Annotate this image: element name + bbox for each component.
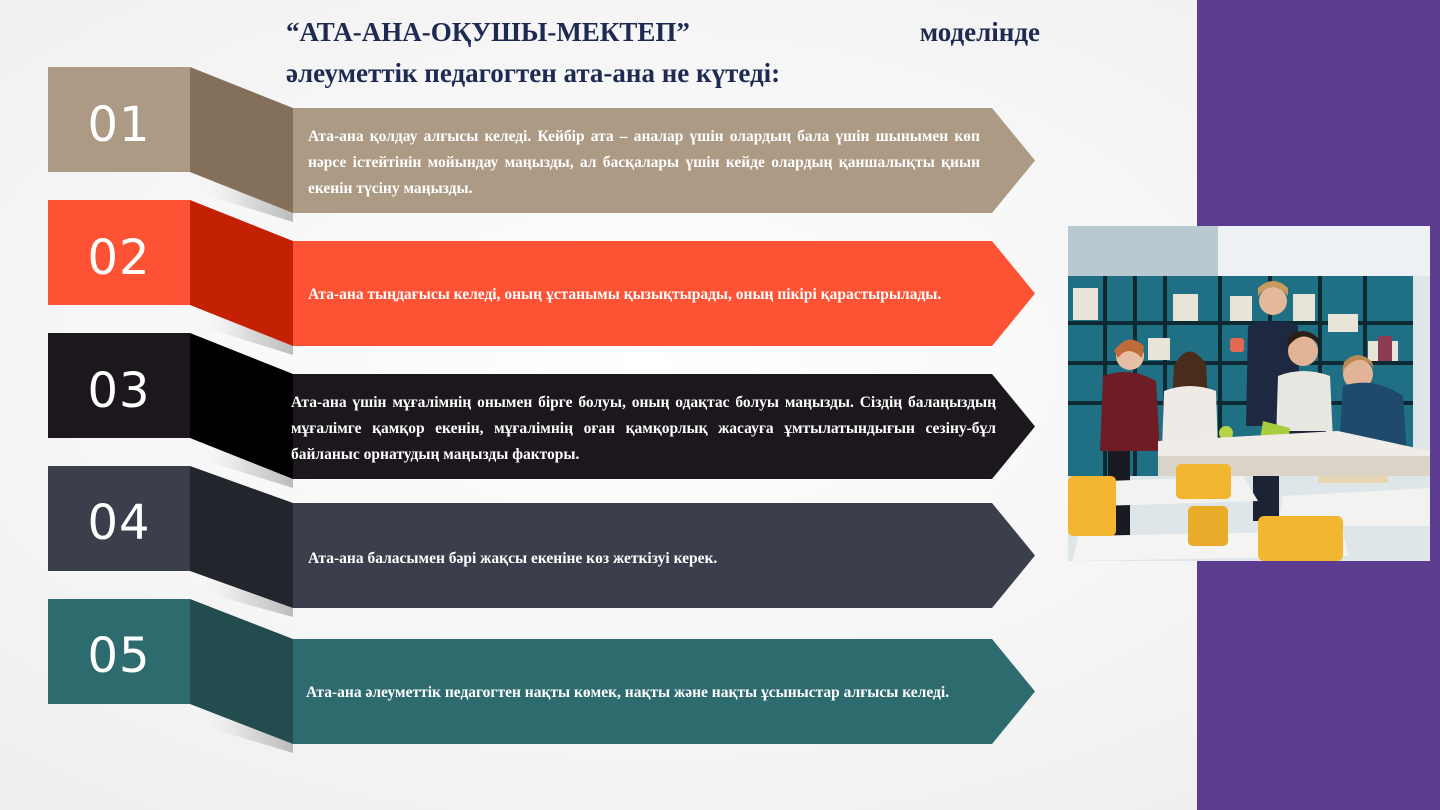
number-02: 02	[87, 229, 151, 286]
title-quoted-model: “АТА-АНА-ОҚУШЫ-МЕКТЕП”	[286, 17, 690, 47]
number-01: 01	[87, 96, 151, 153]
ribbon-04	[48, 466, 1035, 617]
item-01-text-box	[308, 123, 980, 203]
title-line-2: әлеуметтік педагогтен ата-ана не күтеді:	[286, 58, 781, 88]
item-01-text: Ата-ана қолдау алғысы келеді. Кейбір ата – аналар үшін олардың бала үшін шынымен көп нәрсе істейтінін мойындау маңызды, ал басқалары үшін кейде олардың қаншалықты қиын екенін түсіну маңызды.	[308, 128, 980, 197]
number-05: 05	[87, 627, 151, 684]
item-02-text: Ата-ана тыңдағысы келеді, оның ұстанымы қызықтырады, оның пікірі қарастырылады.	[308, 286, 942, 303]
item-03-text-box	[291, 375, 996, 483]
item-04-text: Ата-ана баласымен бәрі жақсы екеніне көз жеткізуі керек.	[308, 550, 718, 567]
item-05-text: Ата-ана әлеуметтік педагогтен нақты көмек, нақты және нақты ұсыныстар алғысы келеді.	[306, 684, 950, 701]
classroom-photo	[1068, 226, 1430, 561]
number-03: 03	[87, 362, 151, 419]
item-03-text: Ата-ана үшін мұғалімнің онымен бірге болуы, оның одақтас болуы маңызды. Сіздің балаңыздың мұғалімге қамқор екенін, мұғалімнің оған қамқорлық жасауға ұмтылатындығын сезіну-бұл байланыс орнатудың маңызды факторы.	[291, 394, 996, 463]
title-word-model: моделінде	[919, 17, 1040, 47]
classroom-photo-illustration	[1068, 226, 1430, 561]
item-04-text-box	[308, 544, 988, 574]
item-05-text-box	[306, 664, 966, 722]
number-04: 04	[87, 494, 151, 551]
item-02-text-box	[308, 266, 988, 324]
